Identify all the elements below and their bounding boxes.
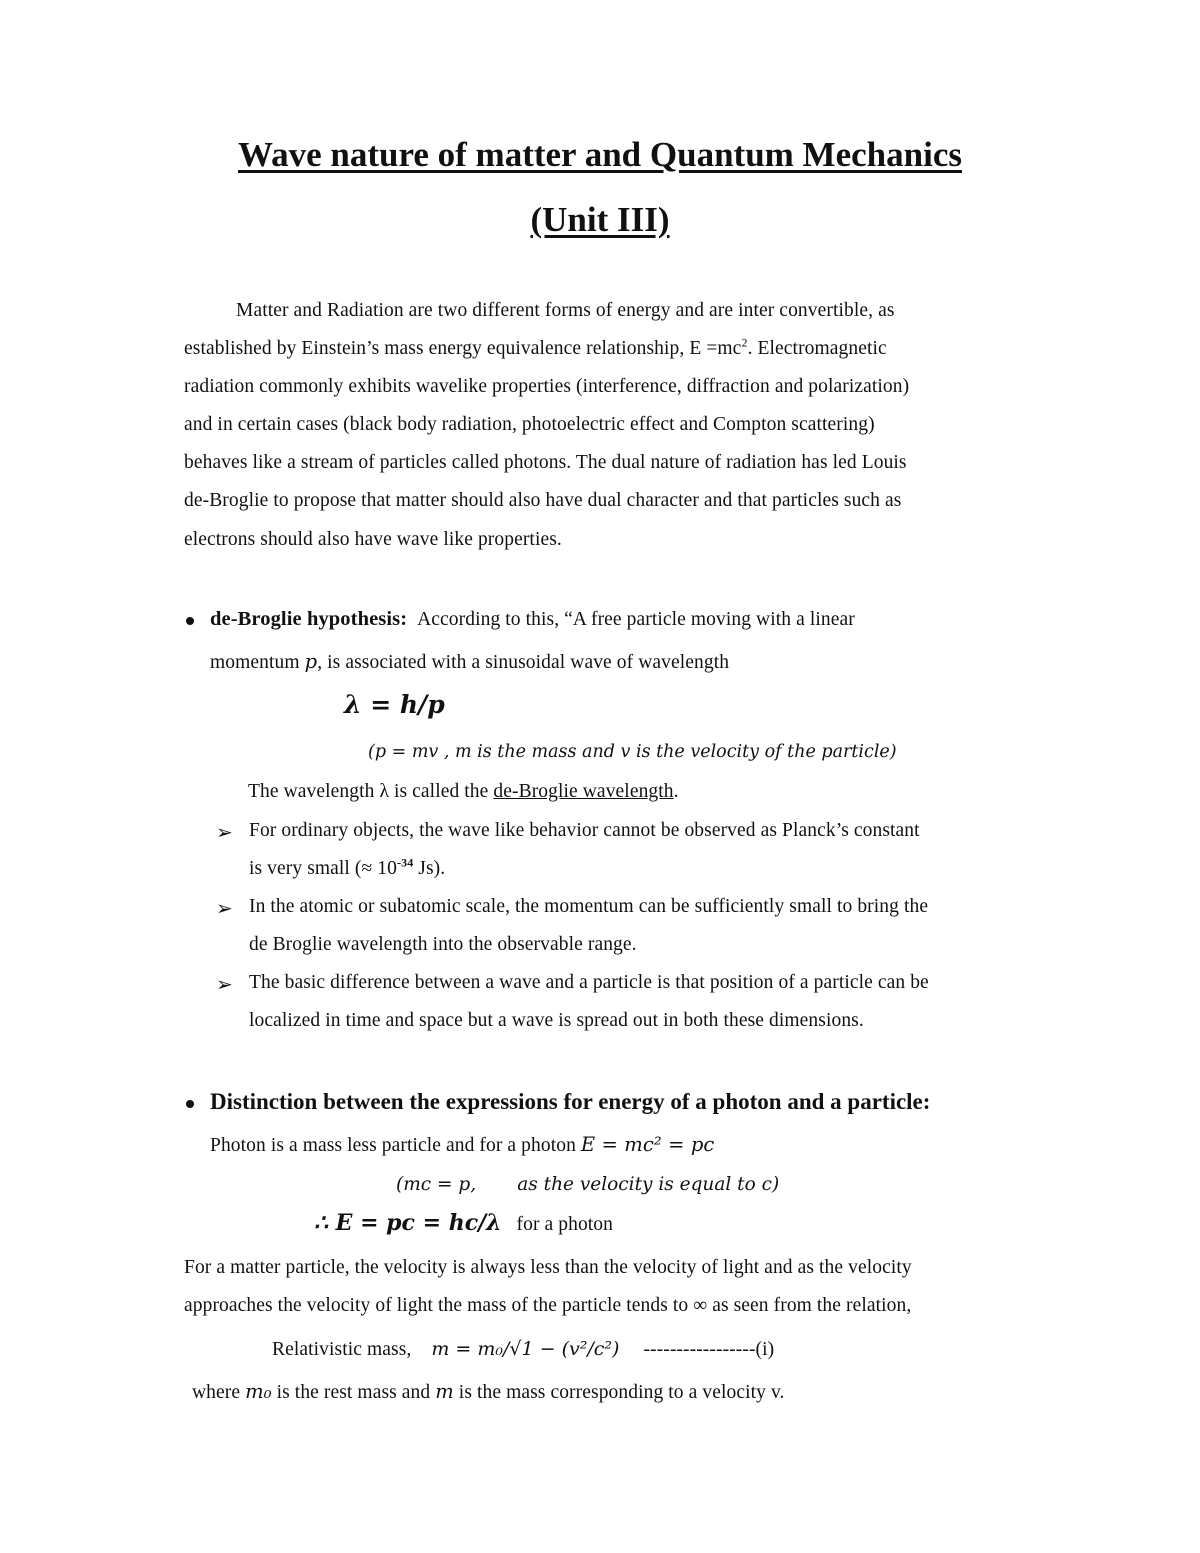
point-2-line-1: In the atomic or subatomic scale, the momentum can be sufficiently small to bring the	[249, 896, 929, 917]
arrow-bullet-icon: ➢	[216, 822, 233, 844]
debroglie-heading: de-Broglie hypothesis:	[210, 608, 408, 630]
point-1-line-2: is very small (≈ $10^{-34}$ Js).	[249, 855, 446, 879]
intro-line-6: de-Broglie to propose that matter should also have dual character and that particles such as	[184, 490, 902, 511]
point-3-line-2: localized in time and space but a wave is spread out in both these dimensions.	[249, 1010, 864, 1031]
bullet-icon	[186, 1100, 194, 1108]
point-3-line-1: The basic difference between a wave and a particle is that position of a particle can be	[249, 972, 929, 993]
bullet-icon	[186, 617, 194, 625]
debroglie-term: de-Broglie wavelength	[493, 781, 674, 802]
distinction-heading: Distinction between the expressions for energy of a photon and a particle:	[210, 1089, 931, 1114]
distinction-equation-note: (mc = p, as the velocity is equal to c)	[396, 1174, 780, 1195]
point-1-line-1: For ordinary objects, the wave like behavior cannot be observed as Planck’s constant	[249, 820, 920, 841]
relativistic-mass-line: Relativistic mass, m = m₀/√1 − (v²/c²) -----------------(i)	[272, 1338, 775, 1360]
intro-line-7: electrons should also have wave like properties.	[184, 529, 562, 550]
intro-line-3: radiation commonly exhibits wavelike properties (interference, diffraction and polarization)	[184, 376, 910, 397]
where-line: where m₀ is the rest mass and m is the mass corresponding to a velocity v.	[192, 1380, 785, 1403]
intro-line-1: Matter and Radiation are two different forms of energy and are inter convertible, as	[236, 300, 895, 321]
debroglie-heading-line: de-Broglie hypothesis: According to this, “A free particle moving with a linear	[210, 608, 855, 630]
distinction-line-1: Photon is a mass less particle and for a photon E = mc² = pc	[210, 1133, 715, 1156]
intro-line-4: and in certain cases (black body radiation, photoelectric effect and Compton scattering)	[184, 414, 875, 435]
point-2-line-2: de Broglie wavelength into the observable range.	[249, 934, 637, 955]
photon-energy-equation-line: ∴ E = pc = hc/λ for a photon	[314, 1210, 614, 1236]
intro-line-5: behaves like a stream of particles called photons. The dual nature of radiation has led Louis	[184, 452, 907, 473]
intro-line-2: established by Einstein’s mass energy equivalence relationship, $E =mc^2$. Electromagnetic	[184, 335, 887, 359]
equation-tag: -----------------(i)	[643, 1339, 775, 1360]
matter-para-line-2: approaches the velocity of light the mass of the particle tends to ∞ as seen from the relation,	[184, 1295, 912, 1316]
matter-para-line-1: For a matter particle, the velocity is always less than the velocity of light and as the velocity	[184, 1257, 912, 1278]
page-subtitle: (Unit III)	[530, 200, 670, 239]
debroglie-equation-note: (p = mv , m is the mass and v is the velocity of the particle)	[368, 742, 897, 762]
arrow-bullet-icon: ➢	[216, 974, 233, 996]
relativistic-mass-equation: m = m₀/√1 − (v²/c²)	[431, 1338, 620, 1360]
page-title: Wave nature of matter and Quantum Mechanics	[238, 135, 962, 174]
arrow-bullet-icon: ➢	[216, 898, 233, 920]
debroglie-definition: The wavelength λ is called the de-Broglie wavelength.	[248, 781, 679, 802]
debroglie-line-2: momentum p, is associated with a sinusoidal wave of wavelength	[210, 650, 730, 673]
debroglie-equation: λ = h/p	[344, 690, 445, 719]
